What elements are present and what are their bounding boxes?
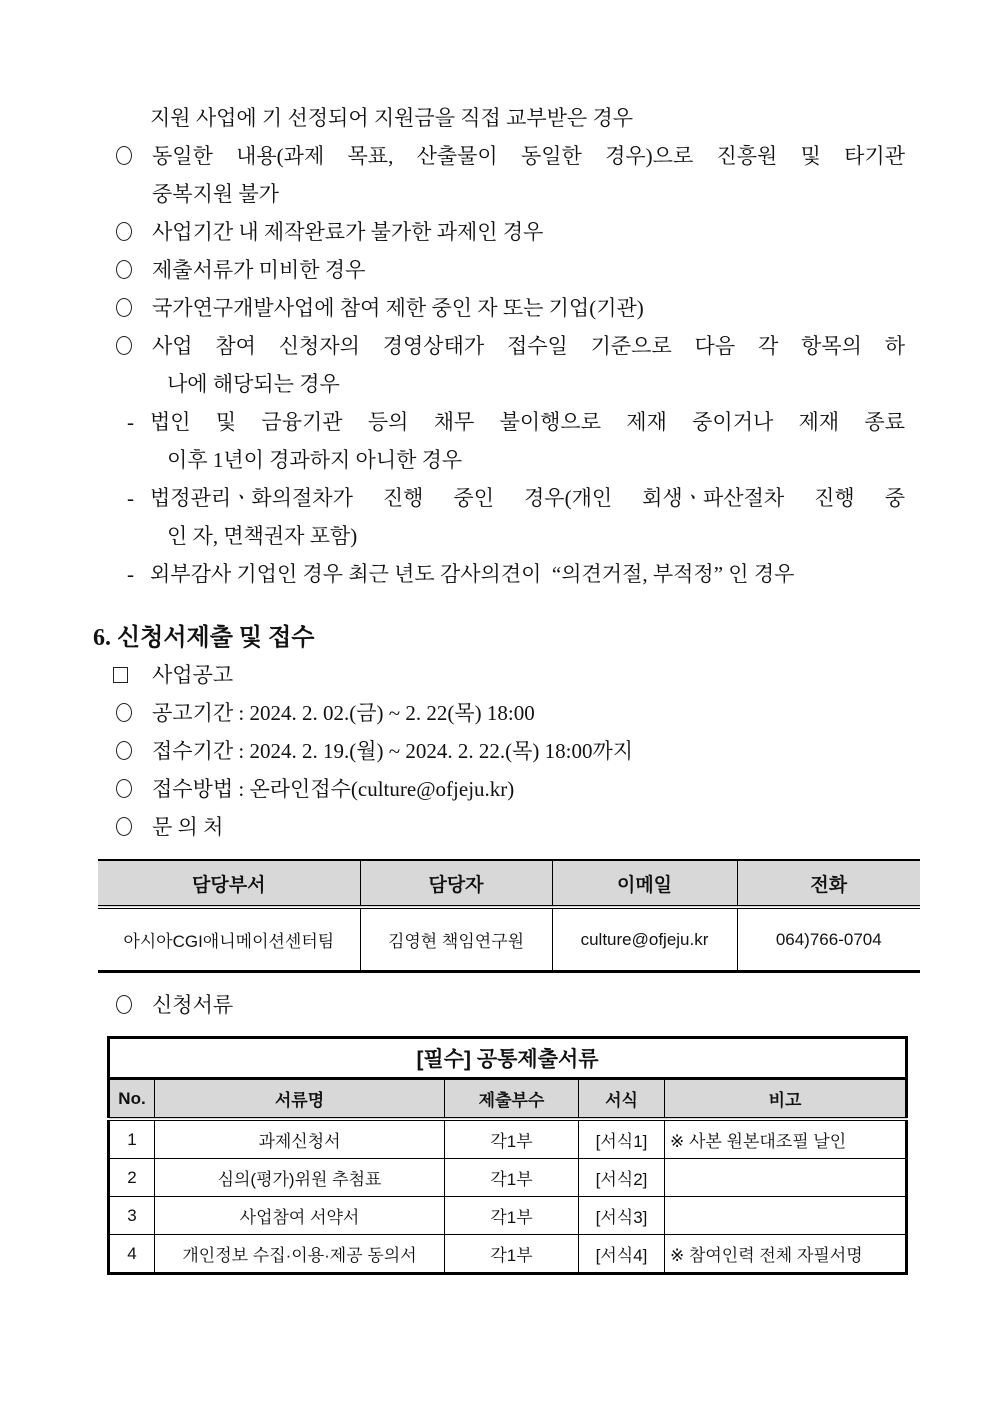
- circle-bullet-icon: [116, 703, 132, 722]
- contact-table-row: [98, 907, 920, 972]
- intro-line-text: 동일한 내용(과제 목표, 산출물이 동일한 경우)으로 진흥원 및 타기관: [152, 144, 905, 168]
- intro-line-text: 외부감사 기업인 경우 최근 년도 감사의견이 “의견거절, 부적정” 인 경우: [150, 562, 795, 586]
- docs-header-form: 서식: [579, 1079, 665, 1120]
- contact-table-header-row: [98, 860, 920, 907]
- contact-table: [98, 859, 920, 973]
- contact-item: [0, 808, 992, 846]
- intro-line: [0, 365, 992, 403]
- doc-form: [서식4]: [579, 1235, 665, 1274]
- application-method-text: 접수방법 : 온라인접수(culture@ofjeju.kr): [152, 777, 515, 801]
- docs-header-copies: 제출부수: [445, 1079, 579, 1120]
- contact-header-person: 담당자: [360, 860, 552, 907]
- doc-no: 2: [109, 1159, 155, 1197]
- doc-name: 심의(평가)위원 추첨표: [155, 1159, 445, 1197]
- docs-table-row: [109, 1197, 907, 1235]
- dash-bullet-icon: -: [127, 562, 134, 586]
- intro-line-text: 이후 1년이 경과하지 아니한 경우: [167, 448, 463, 472]
- doc-no: 1: [109, 1119, 155, 1159]
- doc-copies: 각1부: [445, 1159, 579, 1197]
- contact-header-department: 담당부서: [98, 860, 360, 907]
- circle-bullet-icon: [116, 741, 132, 760]
- application-docs-text: 신청서류: [152, 993, 234, 1017]
- doc-remark: [665, 1159, 907, 1197]
- intro-line-text: 제출서류가 미비한 경우: [152, 258, 366, 282]
- doc-remark: [665, 1197, 907, 1235]
- docs-table-row: [109, 1159, 907, 1197]
- intro-line: [0, 175, 992, 213]
- intro-line: [0, 213, 992, 251]
- intro-line-text: 사업 참여 신청자의 경영상태가 접수일 기준으로 다음 각 항목의 하: [152, 334, 905, 358]
- docs-table-header-row: [109, 1079, 907, 1120]
- square-bullet-icon: [113, 667, 128, 683]
- doc-name: 과제신청서: [155, 1119, 445, 1159]
- docs-header-no: No.: [109, 1079, 155, 1120]
- doc-copies: 각1부: [445, 1197, 579, 1235]
- doc-name: 사업참여 서약서: [155, 1197, 445, 1235]
- circle-bullet-icon: [116, 222, 132, 241]
- notice-period-text: 공고기간 : 2024. 2. 02.(금) ~ 2. 22(목) 18:00: [152, 701, 535, 725]
- contact-person: 김영현 책임연구원: [360, 907, 552, 972]
- intro-line-text: 사업기간 내 제작완료가 불가한 과제인 경우: [152, 220, 544, 244]
- announcement-item: [0, 656, 992, 694]
- intro-line: [0, 403, 992, 441]
- circle-bullet-icon: [116, 260, 132, 279]
- application-docs-item: [0, 986, 992, 1024]
- docs-header-remark: 비고: [665, 1079, 907, 1120]
- intro-line: [0, 479, 992, 517]
- circle-bullet-icon: [116, 146, 132, 165]
- application-method-item: [0, 770, 992, 808]
- dash-bullet-icon: -: [127, 486, 134, 510]
- application-period-item: [0, 732, 992, 770]
- doc-copies: 각1부: [445, 1119, 579, 1159]
- intro-line: [0, 289, 992, 327]
- intro-line: [0, 137, 992, 175]
- intro-line-text: 지원 사업에 기 선정되어 지원금을 직접 교부받은 경우: [150, 106, 634, 130]
- intro-line-text: 국가연구개발사업에 참여 제한 중인 자 또는 기업(기관): [152, 296, 644, 320]
- doc-name: 개인정보 수집·이용·제공 동의서: [155, 1235, 445, 1274]
- doc-form: [서식1]: [579, 1119, 665, 1159]
- doc-remark: ※ 사본 원본대조필 날인: [665, 1119, 907, 1159]
- intro-line: [0, 555, 992, 593]
- intro-line-text: 나에 해당되는 경우: [167, 372, 340, 396]
- circle-bullet-icon: [116, 817, 132, 836]
- intro-line-text: 법정관리ㆍ화의절차가 진행 중인 경우(개인 회생ㆍ파산절차 진행 중: [150, 486, 905, 510]
- eligibility-exclusion-list: [0, 0, 992, 593]
- circle-bullet-icon: [116, 995, 132, 1014]
- doc-no: 4: [109, 1235, 155, 1274]
- docs-header-name: 서류명: [155, 1079, 445, 1120]
- contact-header-phone: 전화: [737, 860, 920, 907]
- notice-period-item: [0, 694, 992, 732]
- contact-item-text: 문 의 처: [152, 815, 224, 839]
- doc-no: 3: [109, 1197, 155, 1235]
- doc-remark: ※ 참여인력 전체 자필서명: [665, 1235, 907, 1274]
- contact-department: 아시아CGI애니메이션센터팀: [123, 932, 335, 951]
- dash-bullet-icon: -: [127, 410, 134, 434]
- intro-line: [0, 441, 992, 479]
- docs-table-title: [필수] 공통제출서류: [109, 1038, 907, 1079]
- circle-bullet-icon: [116, 779, 132, 798]
- circle-bullet-icon: [116, 298, 132, 317]
- intro-line-text: 중복지원 불가: [152, 182, 279, 206]
- intro-line: [0, 99, 992, 137]
- intro-line-text: 법인 및 금융기관 등의 채무 불이행으로 제재 중이거나 제재 종료: [150, 410, 905, 434]
- doc-copies: 각1부: [445, 1235, 579, 1274]
- intro-line: [0, 251, 992, 289]
- docs-table-row: [109, 1235, 907, 1274]
- doc-form: [서식2]: [579, 1159, 665, 1197]
- docs-table-row: [109, 1119, 907, 1159]
- contact-phone: 064)766-0704: [737, 907, 920, 972]
- application-period-text: 접수기간 : 2024. 2. 19.(월) ~ 2024. 2. 22.(목) 18:00까지: [152, 739, 634, 763]
- intro-line: [0, 517, 992, 555]
- section-heading: 6. 신청서제출 및 접수: [93, 625, 315, 651]
- contact-email: culture@ofjeju.kr: [552, 907, 737, 972]
- intro-line-text: 인 자, 면책권자 포함): [167, 524, 358, 548]
- section-submission: [0, 620, 992, 1275]
- circle-bullet-icon: [116, 336, 132, 355]
- announcement-item-text: 사업공고: [152, 663, 234, 687]
- contact-header-email: 이메일: [552, 860, 737, 907]
- intro-line: [0, 327, 992, 365]
- doc-form: [서식3]: [579, 1197, 665, 1235]
- required-docs-table: [107, 1036, 908, 1275]
- docs-table-title-row: [109, 1038, 907, 1079]
